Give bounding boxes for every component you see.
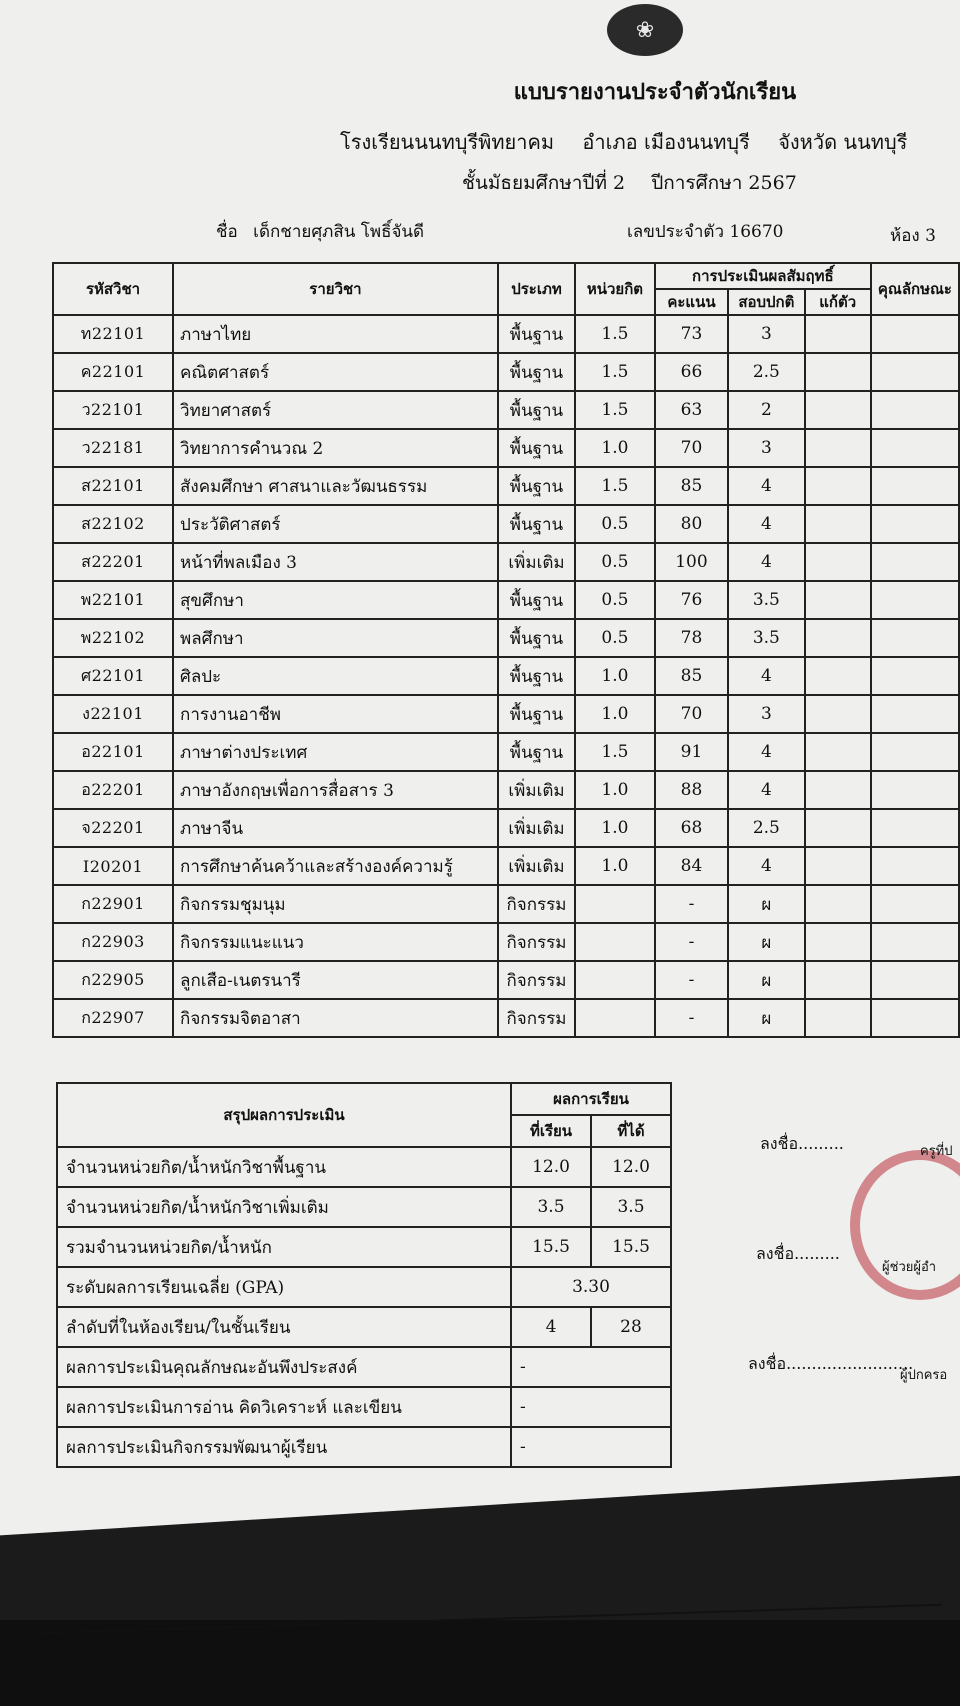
subject-type: พื้นฐาน — [498, 619, 575, 657]
remedial-cell — [805, 505, 871, 543]
summary-value: - — [511, 1387, 671, 1427]
table-row — [53, 353, 959, 391]
subject-grade: 4 — [728, 847, 804, 885]
signature-role-3: ผู้ปกครอ — [900, 1368, 948, 1383]
subject-credits: 1.0 — [575, 847, 655, 885]
school-name: โรงเรียนนนทบุรีพิทยาคม — [340, 130, 555, 154]
summary-value: 15.5 — [591, 1227, 671, 1267]
signature-line-2: ลงชื่อ......... — [756, 1244, 840, 1263]
subject-code: ค22101 — [53, 353, 173, 391]
subject-code: ก22905 — [53, 961, 173, 999]
subject-name: ภาษาไทย — [173, 315, 498, 353]
subject-grade: 4 — [728, 733, 804, 771]
subject-score: - — [655, 999, 728, 1037]
subject-grade: 2 — [728, 391, 804, 429]
summary-value: - — [511, 1347, 671, 1387]
summary-label: ลำดับที่ในห้องเรียน/ในชั้นเรียน — [57, 1307, 511, 1347]
header-character: คุณลักษณะ — [871, 263, 959, 315]
summary-value: 3.5 — [511, 1187, 591, 1227]
subject-score: - — [655, 923, 728, 961]
table-row — [53, 581, 959, 619]
subject-grade: ผ — [728, 923, 804, 961]
subject-name: ภาษาต่างประเทศ — [173, 733, 498, 771]
table-row — [53, 695, 959, 733]
subject-name: ภาษาจีน — [173, 809, 498, 847]
table-row — [53, 505, 959, 543]
subject-grade: 2.5 — [728, 809, 804, 847]
header-remedial: แก้ตัว — [805, 289, 871, 315]
subject-credits: 0.5 — [575, 543, 655, 581]
grade-level — [462, 168, 817, 198]
remedial-cell — [805, 619, 871, 657]
summary-label: ผลการประเมินคุณลักษณะอันพึงประสงค์ — [57, 1347, 511, 1387]
subject-name: การงานอาชีพ — [173, 695, 498, 733]
summary-label: รวมจำนวนหน่วยกิต/น้ำหนัก — [57, 1227, 511, 1267]
header-credits: หน่วยกิต — [575, 263, 655, 315]
table-row — [53, 391, 959, 429]
subject-credits — [575, 961, 655, 999]
remedial-cell — [805, 809, 871, 847]
summary-row — [57, 1387, 671, 1427]
subject-code: ท22101 — [53, 315, 173, 353]
subject-code: พ22102 — [53, 619, 173, 657]
remedial-cell — [805, 581, 871, 619]
summary-label: ระดับผลการเรียนเฉลี่ย (GPA) — [57, 1267, 511, 1307]
table-row — [53, 467, 959, 505]
subject-name: หน้าที่พลเมือง 3 — [173, 543, 498, 581]
subject-credits: 1.5 — [575, 353, 655, 391]
remedial-cell — [805, 999, 871, 1037]
subject-grade: 4 — [728, 657, 804, 695]
academic-year: ปีการศึกษา 2567 — [651, 172, 797, 194]
subject-code: ส22102 — [53, 505, 173, 543]
summary-value: 15.5 — [511, 1227, 591, 1267]
subject-code: ส22101 — [53, 467, 173, 505]
subject-type: กิจกรรม — [498, 961, 575, 999]
summary-value: - — [511, 1427, 671, 1467]
subject-type: พื้นฐาน — [498, 657, 575, 695]
summary-row — [57, 1307, 671, 1347]
subject-credits — [575, 885, 655, 923]
character-cell — [871, 695, 959, 733]
province: จังหวัด นนทบุรี — [778, 130, 908, 154]
summary-value: 12.0 — [511, 1147, 591, 1187]
subject-type: เพิ่มเติม — [498, 847, 575, 885]
subject-score: 80 — [655, 505, 728, 543]
character-cell — [871, 391, 959, 429]
subject-score: 70 — [655, 429, 728, 467]
subject-score: - — [655, 885, 728, 923]
subject-credits: 1.0 — [575, 657, 655, 695]
subject-score: 63 — [655, 391, 728, 429]
summary-label: ผลการประเมินกิจกรรมพัฒนาผู้เรียน — [57, 1427, 511, 1467]
signature-line-3: ลงชื่อ......................... — [748, 1354, 914, 1373]
table-row — [53, 847, 959, 885]
remedial-cell — [805, 923, 871, 961]
subject-grade: ผ — [728, 961, 804, 999]
header-normal: สอบปกติ — [728, 289, 804, 315]
subject-grade: 2.5 — [728, 353, 804, 391]
subject-score: 73 — [655, 315, 728, 353]
signature-line-1: ลงชื่อ......... — [760, 1134, 844, 1153]
remedial-cell — [805, 657, 871, 695]
footer-text: รายงานจาก:โปรแกรม Students'2551 Version V3 — [58, 1656, 359, 1671]
subject-type: พื้นฐาน — [498, 429, 575, 467]
subject-grade: ผ — [728, 885, 804, 923]
subject-name: สุขศึกษา — [173, 581, 498, 619]
subject-credits: 0.5 — [575, 581, 655, 619]
subject-code: ศ22101 — [53, 657, 173, 695]
summary-row — [57, 1147, 671, 1187]
name-label: ชื่อ — [216, 222, 238, 242]
subject-credits: 0.5 — [575, 619, 655, 657]
subject-type: พื้นฐาน — [498, 581, 575, 619]
remedial-cell — [805, 847, 871, 885]
subject-grade: 4 — [728, 771, 804, 809]
subject-type: พื้นฐาน — [498, 733, 575, 771]
subject-score: 68 — [655, 809, 728, 847]
character-cell — [871, 543, 959, 581]
subject-name: ภาษาอังกฤษเพื่อการสื่อสาร 3 — [173, 771, 498, 809]
character-cell — [871, 809, 959, 847]
character-cell — [871, 467, 959, 505]
subject-type: พื้นฐาน — [498, 695, 575, 733]
subject-grade: 3 — [728, 695, 804, 733]
subject-score: 85 — [655, 657, 728, 695]
subject-name: สังคมศึกษา ศาสนาและวัฒนธรรม — [173, 467, 498, 505]
subject-score: 70 — [655, 695, 728, 733]
subject-score: 100 — [655, 543, 728, 581]
subject-code: I20201 — [53, 847, 173, 885]
subject-code: พ22101 — [53, 581, 173, 619]
subject-grade: 3.5 — [728, 619, 804, 657]
subject-name: ลูกเสือ-เนตรนารี — [173, 961, 498, 999]
character-cell — [871, 961, 959, 999]
subject-code: อ22201 — [53, 771, 173, 809]
summary-label: จำนวนหน่วยกิต/น้ำหนักวิชาเพิ่มเติม — [57, 1187, 511, 1227]
subject-grade: 4 — [728, 543, 804, 581]
character-cell — [871, 619, 959, 657]
signature-role-2: ผู้ช่วยผู้อำ — [882, 1260, 937, 1275]
table-row — [53, 771, 959, 809]
subject-grade: 3 — [728, 429, 804, 467]
subject-grade: 3 — [728, 315, 804, 353]
header-type: ประเภท — [498, 263, 575, 315]
subject-code: อ22101 — [53, 733, 173, 771]
room: ห้อง 3 — [890, 226, 936, 246]
earned-header: ที่ได้ — [591, 1115, 671, 1147]
summary-row — [57, 1187, 671, 1227]
remedial-cell — [805, 885, 871, 923]
subject-name: คณิตศาสตร์ — [173, 353, 498, 391]
subject-score: 76 — [655, 581, 728, 619]
character-cell — [871, 733, 959, 771]
summary-row — [57, 1427, 671, 1467]
studied-header: ที่เรียน — [511, 1115, 591, 1147]
subject-credits: 0.5 — [575, 505, 655, 543]
header-assessment: การประเมินผลสัมฤทธิ์ — [655, 263, 871, 289]
character-cell — [871, 581, 959, 619]
remedial-cell — [805, 543, 871, 581]
subject-code: จ22201 — [53, 809, 173, 847]
table-row — [53, 809, 959, 847]
subject-code: ว22101 — [53, 391, 173, 429]
character-cell — [871, 923, 959, 961]
summary-row — [57, 1267, 671, 1307]
subject-type: กิจกรรม — [498, 999, 575, 1037]
character-cell — [871, 771, 959, 809]
subject-type: พื้นฐาน — [498, 467, 575, 505]
subject-type: เพิ่มเติม — [498, 771, 575, 809]
subject-name: วิทยาศาสตร์ — [173, 391, 498, 429]
rank-room: 4 — [511, 1307, 591, 1347]
table-row — [53, 619, 959, 657]
subject-score: - — [655, 961, 728, 999]
remedial-cell — [805, 695, 871, 733]
subject-code: ก22901 — [53, 885, 173, 923]
remedial-cell — [805, 391, 871, 429]
subject-grade: 4 — [728, 505, 804, 543]
character-cell — [871, 885, 959, 923]
subject-code: ก22903 — [53, 923, 173, 961]
table-row — [53, 315, 959, 353]
results-header: ผลการเรียน — [511, 1083, 671, 1115]
remedial-cell — [805, 733, 871, 771]
subject-type: กิจกรรม — [498, 923, 575, 961]
subject-credits: 1.0 — [575, 771, 655, 809]
subject-credits: 1.0 — [575, 429, 655, 467]
subject-type: เพิ่มเติม — [498, 809, 575, 847]
subject-code: ว22181 — [53, 429, 173, 467]
character-cell — [871, 847, 959, 885]
header-code: รหัสวิชา — [53, 263, 173, 315]
subject-score: 78 — [655, 619, 728, 657]
character-cell — [871, 999, 959, 1037]
subject-credits — [575, 999, 655, 1037]
summary-label: จำนวนหน่วยกิต/น้ำหนักวิชาพื้นฐาน — [57, 1147, 511, 1187]
subject-code: ง22101 — [53, 695, 173, 733]
subject-credits: 1.0 — [575, 809, 655, 847]
remedial-cell — [805, 961, 871, 999]
remedial-cell — [805, 353, 871, 391]
table-row — [53, 961, 959, 999]
subject-score: 84 — [655, 847, 728, 885]
table-row — [53, 657, 959, 695]
subject-type: พื้นฐาน — [498, 505, 575, 543]
remedial-cell — [805, 315, 871, 353]
summary-row — [57, 1347, 671, 1387]
character-cell — [871, 353, 959, 391]
subject-name: กิจกรรมชุมนุม — [173, 885, 498, 923]
summary-table — [56, 1082, 672, 1468]
subject-name: กิจกรรมแนะแนว — [173, 923, 498, 961]
subject-score: 91 — [655, 733, 728, 771]
subject-name: การศึกษาค้นคว้าและสร้างองค์ความรู้ — [173, 847, 498, 885]
subject-credits — [575, 923, 655, 961]
remedial-cell — [805, 429, 871, 467]
report-title: แบบรายงานประจำตัวนักเรียน — [513, 79, 797, 105]
subject-credits: 1.5 — [575, 733, 655, 771]
grade: ชั้นมัธยมศึกษาปีที่ 2 — [462, 172, 626, 194]
subject-credits: 1.5 — [575, 467, 655, 505]
subject-grade: 4 — [728, 467, 804, 505]
subject-credits: 1.5 — [575, 315, 655, 353]
summary-title: สรุปผลการประเมิน — [57, 1083, 511, 1147]
subject-type: เพิ่มเติม — [498, 543, 575, 581]
table-row — [53, 429, 959, 467]
header-subject: รายวิชา — [173, 263, 498, 315]
subject-type: พื้นฐาน — [498, 353, 575, 391]
student-id: เลขประจำตัว 16670 — [627, 222, 784, 242]
subject-credits: 1.0 — [575, 695, 655, 733]
summary-label: ผลการประเมินการอ่าน คิดวิเคราะห์ และเขียน — [57, 1387, 511, 1427]
remedial-cell — [805, 771, 871, 809]
subject-type: กิจกรรม — [498, 885, 575, 923]
gpa-value: 3.30 — [511, 1267, 671, 1307]
subject-score: 66 — [655, 353, 728, 391]
subject-name: ประวัติศาสตร์ — [173, 505, 498, 543]
subject-name: วิทยาการคำนวณ 2 — [173, 429, 498, 467]
summary-value: 3.5 — [591, 1187, 671, 1227]
school-info — [340, 126, 929, 158]
summary-value: 12.0 — [591, 1147, 671, 1187]
subject-code: ก22907 — [53, 999, 173, 1037]
student-name: เด็กชายศุภสิน โพธิ์จันดี — [253, 222, 425, 242]
subject-code: ส22201 — [53, 543, 173, 581]
subject-name: พลศึกษา — [173, 619, 498, 657]
rank-class: 28 — [591, 1307, 671, 1347]
subject-score: 88 — [655, 771, 728, 809]
signature-role-1: ครูที่ป — [920, 1144, 953, 1159]
subject-score: 85 — [655, 467, 728, 505]
header-score: คะแนน — [655, 289, 728, 315]
grades-table — [52, 262, 960, 1038]
character-cell — [871, 505, 959, 543]
school-emblem-icon: ❀ — [607, 4, 683, 56]
subject-credits: 1.5 — [575, 391, 655, 429]
subject-name: ศิลปะ — [173, 657, 498, 695]
table-row — [53, 999, 959, 1037]
student-name-line — [216, 218, 424, 245]
table-row — [53, 885, 959, 923]
subject-name: กิจกรรมจิตอาสา — [173, 999, 498, 1037]
character-cell — [871, 657, 959, 695]
subject-type: พื้นฐาน — [498, 391, 575, 429]
subject-type: พื้นฐาน — [498, 315, 575, 353]
character-cell — [871, 429, 959, 467]
character-cell — [871, 315, 959, 353]
summary-row — [57, 1227, 671, 1267]
table-row — [53, 923, 959, 961]
table-row — [53, 733, 959, 771]
district: อำเภอ เมืองนนทบุรี — [582, 130, 750, 154]
remedial-cell — [805, 467, 871, 505]
table-row — [53, 543, 959, 581]
subject-grade: 3.5 — [728, 581, 804, 619]
subject-grade: ผ — [728, 999, 804, 1037]
